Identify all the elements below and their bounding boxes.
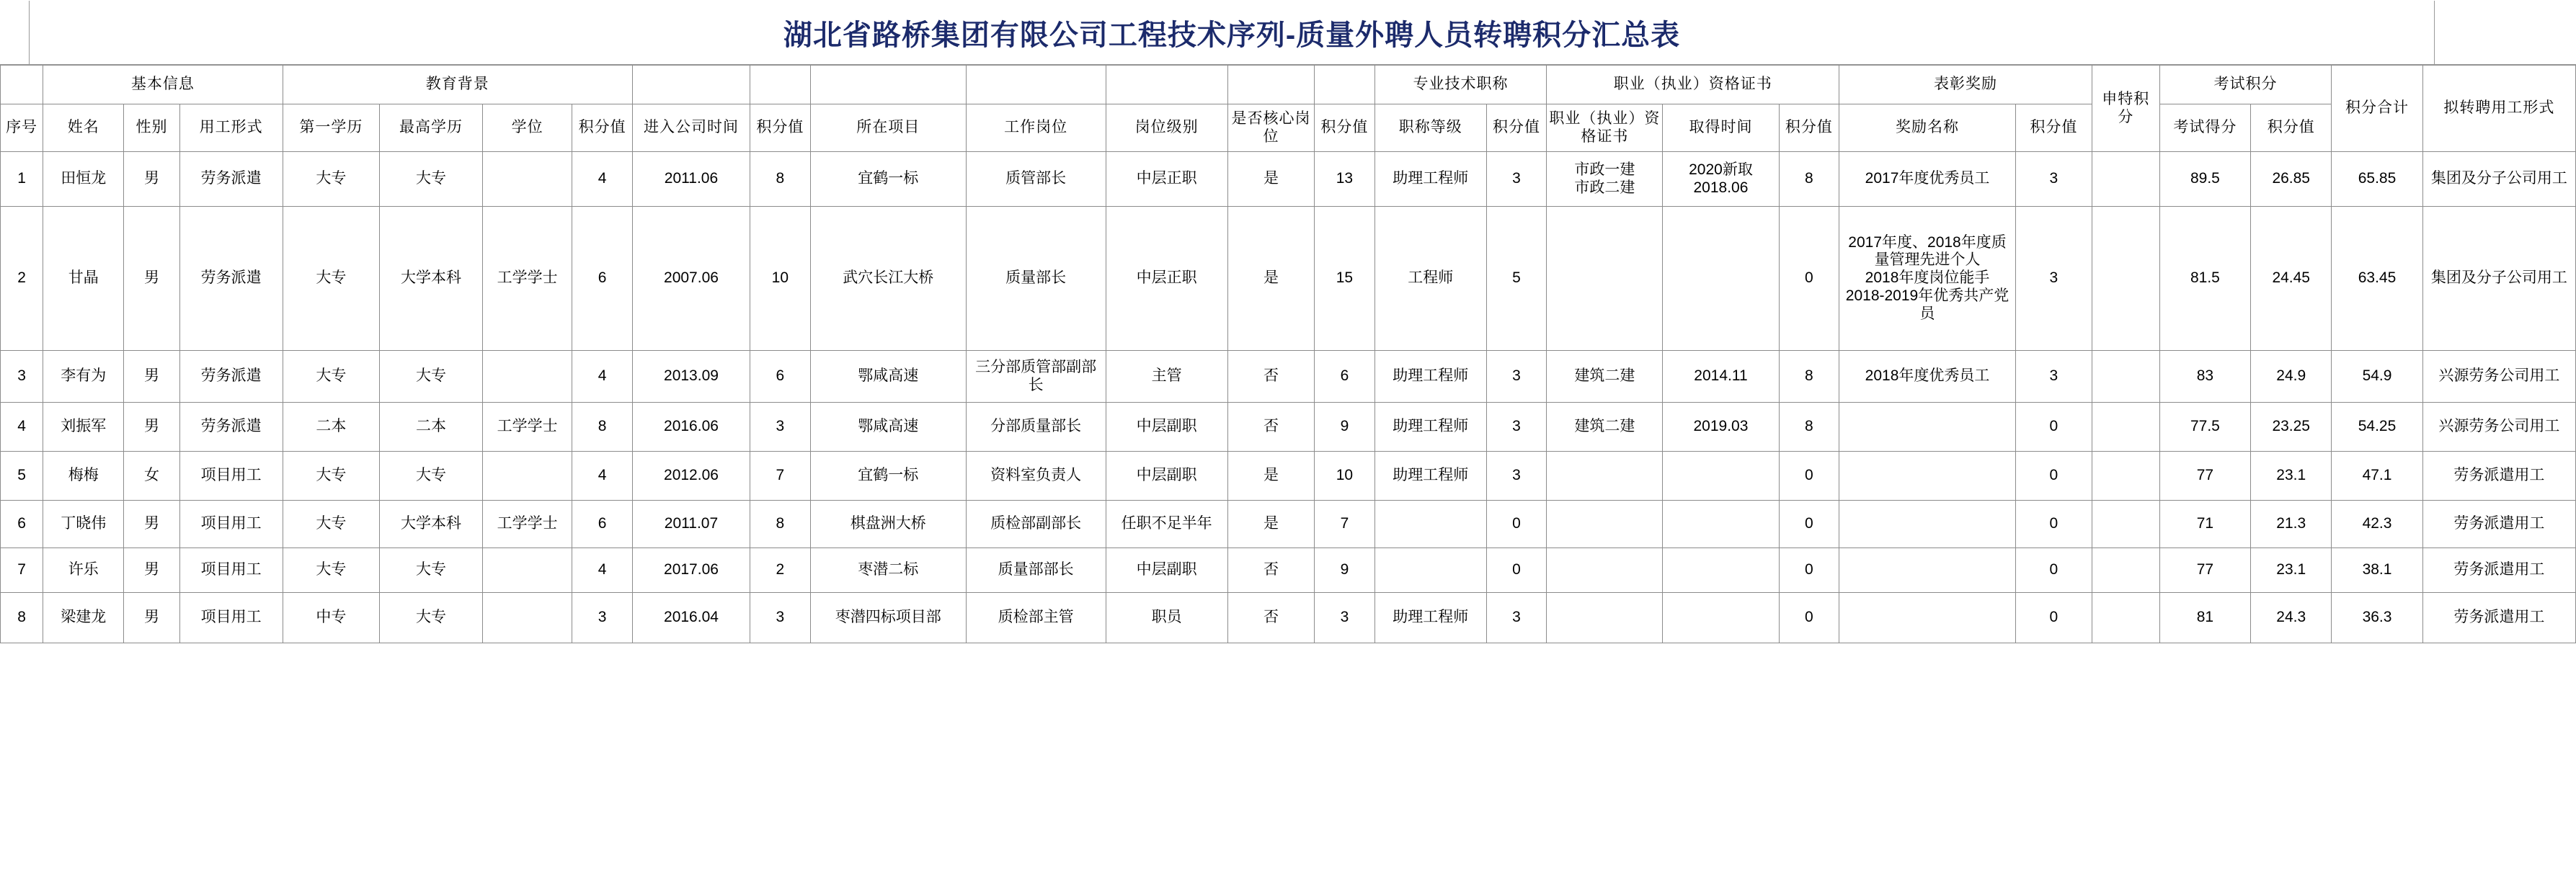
cell-new-employment[interactable]: 劳务派遣用工 <box>2422 452 2575 501</box>
cell-highest-degree[interactable]: 二本 <box>380 403 483 452</box>
group-header-spacer <box>1 66 43 104</box>
cell-award-points[interactable]: 0 <box>2015 501 2092 548</box>
col-header-highest-degree: 最高学历 <box>380 104 483 152</box>
cell-edu-points[interactable]: 6 <box>572 501 633 548</box>
col-header-cert-type: 职业（执业）资格证书 <box>1547 104 1663 152</box>
cell-position[interactable]: 质检部副部长 <box>966 501 1106 548</box>
cell-cert-type[interactable]: 建筑二建 <box>1547 351 1663 403</box>
cell-seq[interactable]: 1 <box>1 152 43 207</box>
cell-exam-score[interactable]: 83 <box>2159 351 2250 403</box>
table-row[interactable] <box>1 152 2576 207</box>
document-title-cell <box>29 1 2435 64</box>
table-row[interactable] <box>1 207 2576 351</box>
cell-total-points[interactable]: 54.25 <box>2332 403 2422 452</box>
cell-position[interactable]: 质量部长 <box>966 207 1106 351</box>
col-header-award-name: 奖励名称 <box>1839 104 2016 152</box>
cell-is-core[interactable]: 是 <box>1227 207 1314 351</box>
cell-cert-points[interactable]: 8 <box>1779 403 1839 452</box>
title-left-gutter <box>0 1 30 64</box>
cell-total-points[interactable]: 36.3 <box>2332 593 2422 643</box>
cell-seq[interactable]: 3 <box>1 351 43 403</box>
title-right-gutter <box>2434 1 2576 64</box>
cell-employment[interactable]: 劳务派遣 <box>179 403 283 452</box>
cell-cert-date[interactable] <box>1663 593 1779 643</box>
cell-award-points[interactable]: 0 <box>2015 548 2092 593</box>
cell-position-level[interactable]: 职员 <box>1106 593 1227 643</box>
cell-position-points[interactable]: 7 <box>1315 501 1375 548</box>
cell-first-degree[interactable]: 大专 <box>283 501 380 548</box>
cell-title-level[interactable]: 助理工程师 <box>1374 351 1486 403</box>
cell-edu-points[interactable]: 8 <box>572 403 633 452</box>
cell-new-employment[interactable]: 集团及分子公司用工 <box>2422 152 2575 207</box>
cell-edu-points[interactable]: 4 <box>572 351 633 403</box>
col-header-is-core: 是否核心岗位 <box>1227 104 1314 152</box>
cell-employment[interactable]: 劳务派遣 <box>179 207 283 351</box>
cell-cert-type[interactable] <box>1547 548 1663 593</box>
cell-position-level[interactable]: 中层副职 <box>1106 548 1227 593</box>
cell-is-core[interactable]: 是 <box>1227 452 1314 501</box>
group-header-total-points: 积分合计 <box>2332 66 2422 152</box>
cell-award-points[interactable]: 0 <box>2015 452 2092 501</box>
cell-award-points[interactable]: 3 <box>2015 351 2092 403</box>
group-header-education: 教育背景 <box>283 66 632 104</box>
cell-cert-type[interactable] <box>1547 452 1663 501</box>
cell-exam-score[interactable]: 71 <box>2159 501 2250 548</box>
cell-project[interactable]: 枣潜四标项目部 <box>810 593 966 643</box>
cell-new-employment[interactable]: 劳务派遣用工 <box>2422 593 2575 643</box>
cell-highest-degree[interactable]: 大专 <box>380 548 483 593</box>
cell-gender[interactable]: 男 <box>124 403 179 452</box>
cell-degree-title[interactable]: 工学学士 <box>482 501 572 548</box>
cell-join-points[interactable]: 7 <box>750 452 811 501</box>
cell-award-name[interactable] <box>1839 403 2016 452</box>
col-header-cert-points: 积分值 <box>1779 104 1839 152</box>
cell-gender[interactable]: 男 <box>124 548 179 593</box>
cell-exam-score[interactable]: 81 <box>2159 593 2250 643</box>
group-header-spacer-4 <box>810 66 966 104</box>
cell-title-points[interactable]: 3 <box>1486 593 1547 643</box>
cell-position[interactable]: 质管部长 <box>966 152 1106 207</box>
cell-total-points[interactable]: 42.3 <box>2332 501 2422 548</box>
cell-seq[interactable]: 4 <box>1 403 43 452</box>
table-body <box>1 152 2576 643</box>
cell-position[interactable]: 三分部质管部副部长 <box>966 351 1106 403</box>
cell-title-points[interactable]: 3 <box>1486 403 1547 452</box>
cell-is-core[interactable]: 是 <box>1227 501 1314 548</box>
title-row <box>0 0 2576 65</box>
cell-title-points[interactable]: 5 <box>1486 207 1547 351</box>
cell-join-points[interactable]: 6 <box>750 351 811 403</box>
col-header-award-points: 积分值 <box>2015 104 2092 152</box>
group-header-certificate: 职业（执业）资格证书 <box>1547 66 1839 104</box>
cell-project[interactable]: 棋盘洲大桥 <box>810 501 966 548</box>
group-header-spacer-2 <box>632 66 750 104</box>
cell-special-points[interactable] <box>2092 152 2159 207</box>
cell-project[interactable]: 鄂咸高速 <box>810 403 966 452</box>
cell-exam-score[interactable]: 77 <box>2159 452 2250 501</box>
col-header-employment: 用工形式 <box>179 104 283 152</box>
cell-is-core[interactable]: 是 <box>1227 152 1314 207</box>
cell-position-level[interactable]: 任职不足半年 <box>1106 501 1227 548</box>
cell-cert-points[interactable]: 0 <box>1779 207 1839 351</box>
cell-position[interactable]: 分部质量部长 <box>966 403 1106 452</box>
cell-award-name[interactable] <box>1839 548 2016 593</box>
cell-new-employment[interactable]: 劳务派遣用工 <box>2422 501 2575 548</box>
cell-position[interactable]: 资料室负责人 <box>966 452 1106 501</box>
cell-join-date[interactable]: 2011.07 <box>632 501 750 548</box>
cell-special-points[interactable] <box>2092 501 2159 548</box>
cell-new-employment[interactable]: 劳务派遣用工 <box>2422 548 2575 593</box>
cell-degree-title[interactable]: 工学学士 <box>482 207 572 351</box>
cell-name[interactable]: 丁晓伟 <box>43 501 124 548</box>
cell-join-points[interactable]: 2 <box>750 548 811 593</box>
table-row[interactable] <box>1 501 2576 548</box>
cell-first-degree[interactable]: 二本 <box>283 403 380 452</box>
cell-gender[interactable]: 男 <box>124 152 179 207</box>
cell-join-points[interactable]: 10 <box>750 207 811 351</box>
cell-edu-points[interactable]: 4 <box>572 452 633 501</box>
cell-first-degree[interactable]: 大专 <box>283 452 380 501</box>
cell-name[interactable]: 梁建龙 <box>43 593 124 643</box>
cell-total-points[interactable]: 63.45 <box>2332 207 2422 351</box>
cell-total-points[interactable]: 65.85 <box>2332 152 2422 207</box>
cell-join-date[interactable]: 2016.04 <box>632 593 750 643</box>
cell-cert-type[interactable] <box>1547 501 1663 548</box>
col-header-gender: 性别 <box>124 104 179 152</box>
cell-award-name[interactable]: 2018年度优秀员工 <box>1839 351 2016 403</box>
cell-cert-type[interactable] <box>1547 593 1663 643</box>
cell-is-core[interactable]: 否 <box>1227 593 1314 643</box>
cell-position[interactable]: 质检部主管 <box>966 593 1106 643</box>
cell-first-degree[interactable]: 大专 <box>283 152 380 207</box>
cell-position-points[interactable]: 9 <box>1315 548 1375 593</box>
col-header-join-date: 进入公司时间 <box>632 104 750 152</box>
cell-award-name[interactable] <box>1839 501 2016 548</box>
cell-highest-degree[interactable]: 大专 <box>380 593 483 643</box>
cell-degree-title[interactable] <box>482 351 572 403</box>
cell-special-points[interactable] <box>2092 452 2159 501</box>
cell-award-name[interactable]: 2017年度优秀员工 <box>1839 152 2016 207</box>
cell-cert-date[interactable]: 2020新取 2018.06 <box>1663 152 1779 207</box>
cell-seq[interactable]: 7 <box>1 548 43 593</box>
cell-position-points[interactable]: 15 <box>1315 207 1375 351</box>
cell-seq[interactable]: 2 <box>1 207 43 351</box>
cell-highest-degree[interactable]: 大专 <box>380 152 483 207</box>
cell-new-employment[interactable]: 兴源劳务公司用工 <box>2422 403 2575 452</box>
cell-join-date[interactable]: 2007.06 <box>632 207 750 351</box>
cell-award-points[interactable]: 0 <box>2015 403 2092 452</box>
cell-cert-points[interactable]: 8 <box>1779 351 1839 403</box>
cell-highest-degree[interactable]: 大学本科 <box>380 207 483 351</box>
cell-name[interactable]: 许乐 <box>43 548 124 593</box>
group-header-spacer-5 <box>966 66 1106 104</box>
cell-project[interactable]: 鄂咸高速 <box>810 351 966 403</box>
cell-join-date[interactable]: 2016.06 <box>632 403 750 452</box>
group-header-spacer-3 <box>750 66 811 104</box>
cell-position-level[interactable]: 中层副职 <box>1106 403 1227 452</box>
cell-exam-points[interactable]: 23.25 <box>2251 403 2332 452</box>
cell-cert-points[interactable]: 0 <box>1779 548 1839 593</box>
cell-special-points[interactable] <box>2092 593 2159 643</box>
cell-cert-points[interactable]: 8 <box>1779 152 1839 207</box>
cell-gender[interactable]: 男 <box>124 501 179 548</box>
col-header-title-points: 积分值 <box>1486 104 1547 152</box>
cell-edu-points[interactable]: 4 <box>572 548 633 593</box>
cell-exam-points[interactable]: 26.85 <box>2251 152 2332 207</box>
cell-first-degree[interactable]: 中专 <box>283 593 380 643</box>
cell-gender[interactable]: 男 <box>124 351 179 403</box>
page-title: 湖北省路桥集团有限公司工程技术序列-质量外聘人员转聘积分汇总表 <box>783 19 1681 51</box>
cell-join-date[interactable]: 2013.09 <box>632 351 750 403</box>
cell-title-points[interactable]: 0 <box>1486 501 1547 548</box>
cell-name[interactable]: 甘晶 <box>43 207 124 351</box>
col-header-edu-points: 积分值 <box>572 104 633 152</box>
cell-join-points[interactable]: 3 <box>750 403 811 452</box>
group-header-awards: 表彰奖励 <box>1839 66 2092 104</box>
cell-title-level[interactable] <box>1374 548 1486 593</box>
group-header-basic-info: 基本信息 <box>43 66 283 104</box>
cell-name[interactable]: 李有为 <box>43 351 124 403</box>
cell-title-points[interactable]: 3 <box>1486 351 1547 403</box>
table-row[interactable] <box>1 593 2576 643</box>
cell-employment[interactable]: 劳务派遣 <box>179 351 283 403</box>
cell-cert-type[interactable]: 市政一建 市政二建 <box>1547 152 1663 207</box>
cell-is-core[interactable]: 否 <box>1227 548 1314 593</box>
cell-exam-score[interactable]: 89.5 <box>2159 152 2250 207</box>
table-row[interactable] <box>1 351 2576 403</box>
cell-special-points[interactable] <box>2092 403 2159 452</box>
group-header-spacer-6 <box>1106 66 1227 104</box>
group-header-special-points: 申特积分 <box>2092 66 2159 152</box>
cell-award-points[interactable]: 0 <box>2015 593 2092 643</box>
cell-title-level[interactable]: 助理工程师 <box>1374 403 1486 452</box>
cell-cert-date[interactable] <box>1663 548 1779 593</box>
cell-title-level[interactable]: 助理工程师 <box>1374 593 1486 643</box>
cell-cert-points[interactable]: 0 <box>1779 452 1839 501</box>
cell-degree-title[interactable]: 工学学士 <box>482 403 572 452</box>
cell-employment[interactable]: 项目用工 <box>179 548 283 593</box>
cell-position-points[interactable]: 10 <box>1315 452 1375 501</box>
cell-name[interactable]: 田恒龙 <box>43 152 124 207</box>
table-row[interactable] <box>1 548 2576 593</box>
cell-title-level[interactable]: 助理工程师 <box>1374 152 1486 207</box>
cell-position-points[interactable]: 6 <box>1315 351 1375 403</box>
cell-position-level[interactable]: 中层副职 <box>1106 452 1227 501</box>
cell-total-points[interactable]: 47.1 <box>2332 452 2422 501</box>
cell-join-date[interactable]: 2012.06 <box>632 452 750 501</box>
table-column-header-row <box>1 104 2576 152</box>
cell-seq[interactable]: 5 <box>1 452 43 501</box>
cell-new-employment[interactable]: 集团及分子公司用工 <box>2422 207 2575 351</box>
col-header-exam-score: 考试得分 <box>2159 104 2250 152</box>
group-header-professional-title: 专业技术职称 <box>1374 66 1547 104</box>
col-header-position-level: 岗位级别 <box>1106 104 1227 152</box>
cell-degree-title[interactable] <box>482 548 572 593</box>
cell-gender[interactable]: 女 <box>124 452 179 501</box>
cell-award-points[interactable]: 3 <box>2015 152 2092 207</box>
cell-gender[interactable]: 男 <box>124 593 179 643</box>
cell-award-name[interactable] <box>1839 452 2016 501</box>
cell-position-level[interactable]: 中层正职 <box>1106 152 1227 207</box>
cell-special-points[interactable] <box>2092 207 2159 351</box>
col-header-title-level: 职称等级 <box>1374 104 1486 152</box>
cell-join-date[interactable]: 2017.06 <box>632 548 750 593</box>
cell-special-points[interactable] <box>2092 351 2159 403</box>
cell-exam-points[interactable]: 21.3 <box>2251 501 2332 548</box>
cell-cert-type[interactable] <box>1547 207 1663 351</box>
cell-position-points[interactable]: 9 <box>1315 403 1375 452</box>
cell-title-level[interactable]: 工程师 <box>1374 207 1486 351</box>
cell-degree-title[interactable] <box>482 152 572 207</box>
cell-title-points[interactable]: 3 <box>1486 452 1547 501</box>
cell-exam-score[interactable]: 77.5 <box>2159 403 2250 452</box>
group-header-spacer-7 <box>1227 66 1314 104</box>
group-header-spacer-8 <box>1315 66 1375 104</box>
cell-first-degree[interactable]: 大专 <box>283 207 380 351</box>
cell-award-name[interactable]: 2017年度、2018年度质量管理先进个人 2018年度岗位能手 2018-2019年优秀共产党员 <box>1839 207 2016 351</box>
cell-edu-points[interactable]: 4 <box>572 152 633 207</box>
cell-special-points[interactable] <box>2092 548 2159 593</box>
score-summary-table <box>0 65 2576 643</box>
cell-is-core[interactable]: 否 <box>1227 351 1314 403</box>
cell-cert-date[interactable]: 2014.11 <box>1663 351 1779 403</box>
cell-position-points[interactable]: 3 <box>1315 593 1375 643</box>
cell-project[interactable]: 枣潜二标 <box>810 548 966 593</box>
cell-cert-date[interactable] <box>1663 207 1779 351</box>
col-header-cert-date: 取得时间 <box>1663 104 1779 152</box>
cell-seq[interactable]: 6 <box>1 501 43 548</box>
cell-cert-date[interactable] <box>1663 501 1779 548</box>
table-row[interactable] <box>1 403 2576 452</box>
col-header-position-points: 积分值 <box>1315 104 1375 152</box>
col-header-name: 姓名 <box>43 104 124 152</box>
cell-exam-points[interactable]: 24.9 <box>2251 351 2332 403</box>
cell-degree-title[interactable] <box>482 593 572 643</box>
cell-cert-points[interactable]: 0 <box>1779 501 1839 548</box>
cell-highest-degree[interactable]: 大专 <box>380 351 483 403</box>
cell-project[interactable]: 武穴长江大桥 <box>810 207 966 351</box>
cell-edu-points[interactable]: 3 <box>572 593 633 643</box>
cell-join-date[interactable]: 2011.06 <box>632 152 750 207</box>
cell-new-employment[interactable]: 兴源劳务公司用工 <box>2422 351 2575 403</box>
cell-join-points[interactable]: 3 <box>750 593 811 643</box>
cell-cert-date[interactable] <box>1663 452 1779 501</box>
cell-award-points[interactable]: 3 <box>2015 207 2092 351</box>
cell-name[interactable]: 刘振军 <box>43 403 124 452</box>
cell-total-points[interactable]: 54.9 <box>2332 351 2422 403</box>
cell-employment[interactable]: 项目用工 <box>179 452 283 501</box>
cell-exam-points[interactable]: 23.1 <box>2251 452 2332 501</box>
cell-position-level[interactable]: 主管 <box>1106 351 1227 403</box>
cell-seq[interactable]: 8 <box>1 593 43 643</box>
cell-title-level[interactable]: 助理工程师 <box>1374 452 1486 501</box>
col-header-degree-title: 学位 <box>482 104 572 152</box>
col-header-project: 所在项目 <box>810 104 966 152</box>
cell-first-degree[interactable]: 大专 <box>283 351 380 403</box>
cell-employment[interactable]: 劳务派遣 <box>179 152 283 207</box>
cell-project[interactable]: 宜鹤一标 <box>810 152 966 207</box>
cell-award-name[interactable] <box>1839 593 2016 643</box>
cell-edu-points[interactable]: 6 <box>572 207 633 351</box>
cell-cert-type[interactable]: 建筑二建 <box>1547 403 1663 452</box>
table-group-header-row <box>1 66 2576 104</box>
cell-gender[interactable]: 男 <box>124 207 179 351</box>
cell-first-degree[interactable]: 大专 <box>283 548 380 593</box>
cell-title-level[interactable] <box>1374 501 1486 548</box>
cell-cert-points[interactable]: 0 <box>1779 593 1839 643</box>
cell-employment[interactable]: 项目用工 <box>179 593 283 643</box>
table-row[interactable] <box>1 452 2576 501</box>
cell-join-points[interactable]: 8 <box>750 501 811 548</box>
cell-exam-score[interactable]: 77 <box>2159 548 2250 593</box>
cell-position-points[interactable]: 13 <box>1315 152 1375 207</box>
cell-total-points[interactable]: 38.1 <box>2332 548 2422 593</box>
col-header-first-degree: 第一学历 <box>283 104 380 152</box>
cell-name[interactable]: 梅梅 <box>43 452 124 501</box>
cell-exam-score[interactable]: 81.5 <box>2159 207 2250 351</box>
cell-highest-degree[interactable]: 大学本科 <box>380 501 483 548</box>
cell-highest-degree[interactable]: 大专 <box>380 452 483 501</box>
cell-title-points[interactable]: 0 <box>1486 548 1547 593</box>
cell-title-points[interactable]: 3 <box>1486 152 1547 207</box>
group-header-exam-points: 考试积分 <box>2159 66 2332 104</box>
cell-position[interactable]: 质量部部长 <box>966 548 1106 593</box>
group-header-new-employment: 拟转聘用工形式 <box>2422 66 2575 152</box>
cell-join-points[interactable]: 8 <box>750 152 811 207</box>
cell-employment[interactable]: 项目用工 <box>179 501 283 548</box>
col-header-join-points: 积分值 <box>750 104 811 152</box>
cell-is-core[interactable]: 否 <box>1227 403 1314 452</box>
cell-position-level[interactable]: 中层正职 <box>1106 207 1227 351</box>
cell-project[interactable]: 宜鹤一标 <box>810 452 966 501</box>
col-header-exam-points: 积分值 <box>2251 104 2332 152</box>
col-header-position: 工作岗位 <box>966 104 1106 152</box>
cell-degree-title[interactable] <box>482 452 572 501</box>
col-header-seq: 序号 <box>1 104 43 152</box>
cell-exam-points[interactable]: 24.3 <box>2251 593 2332 643</box>
cell-exam-points[interactable]: 24.45 <box>2251 207 2332 351</box>
cell-cert-date[interactable]: 2019.03 <box>1663 403 1779 452</box>
cell-exam-points[interactable]: 23.1 <box>2251 548 2332 593</box>
